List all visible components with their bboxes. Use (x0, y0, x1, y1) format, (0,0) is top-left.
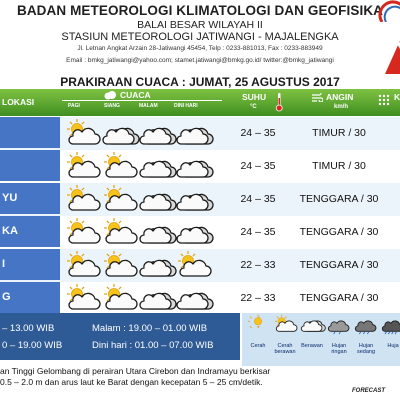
balai-title: BALAI BESAR WILAYAH II (137, 19, 263, 31)
wind-cell: TENGGARA / 30 (299, 292, 379, 304)
cloudy-icon (175, 120, 211, 146)
legend-label: Hujan sedang (356, 343, 376, 355)
wave-note-line-1: an Tinggi Gelombang di perairan Utara Cirebon dan Indramayu berkisar (0, 366, 271, 376)
table-row (0, 183, 400, 216)
col-angin-unit: km/h (334, 104, 349, 110)
cloudy-icon (300, 315, 324, 333)
email-text: Email : bmkg_jatiwangi@yahoo.com; stamet.jatiwangi@bmkg.go.id/ twitter:@bmkg_jatiwangi (66, 57, 334, 64)
partly-cloudy-icon (101, 186, 137, 212)
col-suhu: SUHU (242, 92, 267, 102)
partly-cloudy-icon (175, 252, 211, 278)
table-row (0, 117, 400, 150)
time-periods-box (0, 313, 240, 360)
temperature-cell: 24 – 35 (240, 160, 276, 172)
col-pagi: PAGI (68, 103, 80, 109)
col-cuaca: CUACA (120, 90, 151, 100)
red-logo-icon (383, 34, 400, 74)
partly-cloudy-icon (101, 219, 137, 245)
cloudy-icon (101, 120, 137, 146)
legend-label: Cerah (250, 343, 266, 349)
table-row (0, 150, 400, 183)
cloudy-icon (175, 219, 211, 245)
col-dini-hari: DINI HARI (174, 103, 198, 109)
rain-heavy-icon (381, 315, 400, 333)
wind-cell: TIMUR / 30 (312, 127, 366, 139)
cloudy-icon (175, 285, 211, 311)
time-pagi: – 13.00 WIB (2, 323, 55, 334)
col-siang: SIANG (104, 103, 120, 109)
partly-cloudy-icon (64, 219, 100, 245)
temperature-cell: 24 – 35 (240, 226, 276, 238)
location-cell: G (0, 282, 60, 313)
cloudy-icon (138, 186, 174, 212)
col-lokasi: LOKASI (2, 97, 35, 107)
table-row (0, 216, 400, 249)
temperature-cell: 22 – 33 (240, 259, 276, 271)
station-title: STASIUN METEOROLOGI JATIWANGI - MAJALENGKA (61, 31, 339, 43)
cloudy-icon (138, 120, 174, 146)
col-last: K (394, 92, 400, 102)
partly-cloudy-icon (101, 252, 137, 278)
thermometer-icon (275, 92, 283, 112)
wind-cell: TENGGARA / 30 (299, 193, 379, 205)
wind-cell: TENGGARA / 30 (299, 226, 379, 238)
weather-legend (242, 313, 400, 366)
legend-label: Hujan ringan (331, 343, 347, 355)
cloud-icon (103, 90, 117, 100)
cloudy-icon (138, 285, 174, 311)
agency-title: BADAN METEOROLOGI KLIMATOLOGI DAN GEOFISIKA (16, 3, 384, 18)
column-header (0, 89, 400, 116)
wind-cell: TIMUR / 30 (312, 160, 366, 172)
temperature-cell: 24 – 35 (240, 193, 276, 205)
humidity-icon (378, 94, 390, 106)
partly-cloudy-icon (64, 252, 100, 278)
location-cell (0, 117, 60, 148)
partly-cloudy-icon (64, 186, 100, 212)
cloudy-icon (175, 153, 211, 179)
partly-cloudy-icon (101, 285, 137, 311)
partly-cloudy-icon (101, 153, 137, 179)
header (0, 0, 400, 70)
partly-cloudy-icon (64, 153, 100, 179)
table-row (0, 249, 400, 282)
cloudy-icon (138, 219, 174, 245)
location-cell (0, 150, 60, 181)
cloudy-icon (138, 153, 174, 179)
address-text: Jl. Letnan Angkat Arzain 28-Jatiwangi 45454, Telp : 0233-881013, Fax : 0233-883949 (77, 45, 323, 52)
time-siang: 0 – 19.00 WIB (2, 340, 63, 351)
partly-cloudy-icon (64, 285, 100, 311)
time-malam: Malam : 19.00 – 01.00 WIB (92, 323, 208, 334)
wind-icon (311, 93, 323, 102)
forecast-mark: FORECAST (352, 388, 385, 394)
bmkg-logo-icon (378, 0, 400, 22)
cloudy-icon (175, 186, 211, 212)
col-angin: ANGIN (326, 92, 354, 102)
location-cell: YU (0, 183, 60, 214)
forecast-title: PRAKIRAAN CUACA : JUMAT, 25 AGUSTUS 2017 (60, 75, 340, 89)
rain-light-icon (327, 315, 351, 333)
rain-moderate-icon (354, 315, 378, 333)
legend-label: Berawan (301, 343, 323, 349)
partly-cloudy-icon (273, 315, 297, 333)
temperature-cell: 24 – 35 (240, 127, 276, 139)
cuaca-divider (62, 100, 222, 101)
wave-note-line-2: 0.5 – 2.0 m dan arus laut ke Barat dengan kecepatan 5 – 25 cm/detik. (0, 377, 263, 387)
cloudy-icon (138, 252, 174, 278)
location-cell: KA (0, 216, 60, 247)
col-malam: MALAM (139, 103, 158, 109)
location-cell: I (0, 249, 60, 280)
sunny-icon (246, 315, 270, 333)
wind-cell: TENGGARA / 30 (299, 259, 379, 271)
legend-label: Cerah berawan (274, 343, 296, 355)
legend-label: Huja (387, 343, 399, 349)
partly-cloudy-icon (64, 120, 100, 146)
temperature-cell: 22 – 33 (240, 292, 276, 304)
table-row (0, 282, 400, 315)
col-suhu-unit: °C (250, 104, 257, 110)
time-dini-hari: Dini hari : 01.00 – 07.00 WIB (92, 340, 214, 351)
